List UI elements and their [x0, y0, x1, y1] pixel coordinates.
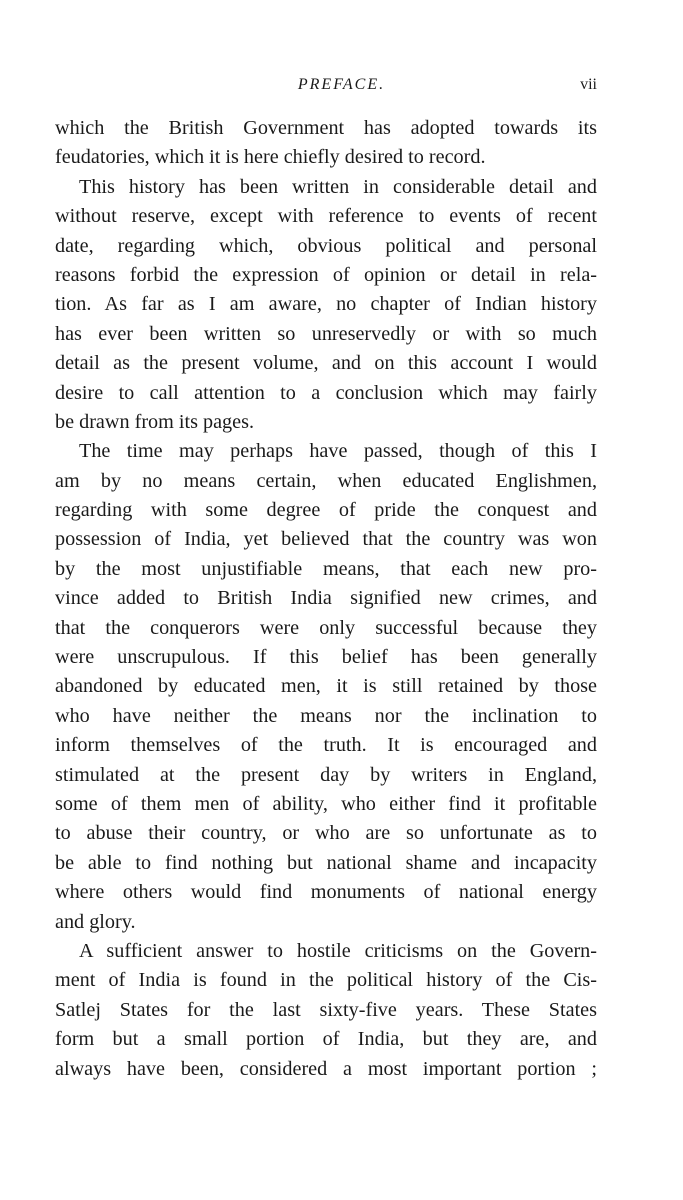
text-line: be drawn from its pages. [55, 410, 255, 433]
text-line: inform themselves of the truth. It is encouraged and [55, 734, 597, 757]
text-line: regarding with some degree of pride the conquest and [55, 499, 597, 522]
text-line: vince added to British India signified new crimes, and [55, 587, 597, 610]
text-line: to abuse their country, or who are so unfortunate as to [55, 822, 597, 845]
text-line: form but a small portion of India, but they are, and [55, 1028, 597, 1051]
text-line: were unscrupulous. If this belief has been generally [55, 646, 597, 669]
text-line: stimulated at the present day by writers in England, [55, 763, 597, 786]
text-line: Satlej States for the last sixty-five years. These States [55, 998, 597, 1021]
text-line: who have neither the means nor the inclination to [55, 704, 597, 727]
preface-body [55, 114, 597, 1084]
text-line: desire to call attention to a conclusion which may fairly [55, 381, 597, 404]
text-line: that the conquerors were only successful because they [55, 616, 597, 639]
text-line: feudatories, which it is here chiefly desired to record. [55, 146, 486, 169]
text-line: without reserve, except with reference to events of recent [55, 205, 597, 228]
text-line: which the British Government has adopted towards its [55, 117, 597, 139]
text-line: date, regarding which, obvious political and personal [55, 234, 597, 257]
page-number: vii [580, 76, 597, 93]
text-line: possession of India, yet believed that the country was won [55, 528, 597, 551]
text-line: and glory. [55, 910, 136, 933]
text-line: be able to find nothing but national shame and incapacity [55, 851, 597, 874]
text-line: am by no means certain, when educated Englishmen, [55, 469, 597, 492]
text-line: has ever been written so unreservedly or with so much [55, 322, 597, 345]
text-line: The time may perhaps have passed, though of this I [79, 440, 597, 463]
text-line: reasons forbid the expression of opinion or detail in rela- [55, 263, 597, 286]
running-title: PREFACE. [297, 76, 386, 93]
text-line: ment of India is found in the political history of the Cis- [55, 969, 597, 992]
text-line: by the most unjustifiable means, that each new pro- [55, 557, 597, 580]
text-line: always have been, considered a most important portion ; [55, 1057, 597, 1080]
running-head [0, 76, 683, 102]
text-line: This history has been written in considerable detail and [79, 175, 597, 198]
text-line: detail as the present volume, and on this account I would [55, 352, 597, 375]
text-line: tion. As far as I am aware, no chapter of Indian history [55, 293, 597, 316]
text-line: where others would find monuments of national energy [55, 881, 597, 904]
text-line: abandoned by educated men, it is still retained by those [55, 675, 597, 698]
text-line: some of them men of ability, who either find it profitable [55, 792, 597, 815]
text-line: A sufficient answer to hostile criticisms on the Govern- [79, 939, 597, 962]
